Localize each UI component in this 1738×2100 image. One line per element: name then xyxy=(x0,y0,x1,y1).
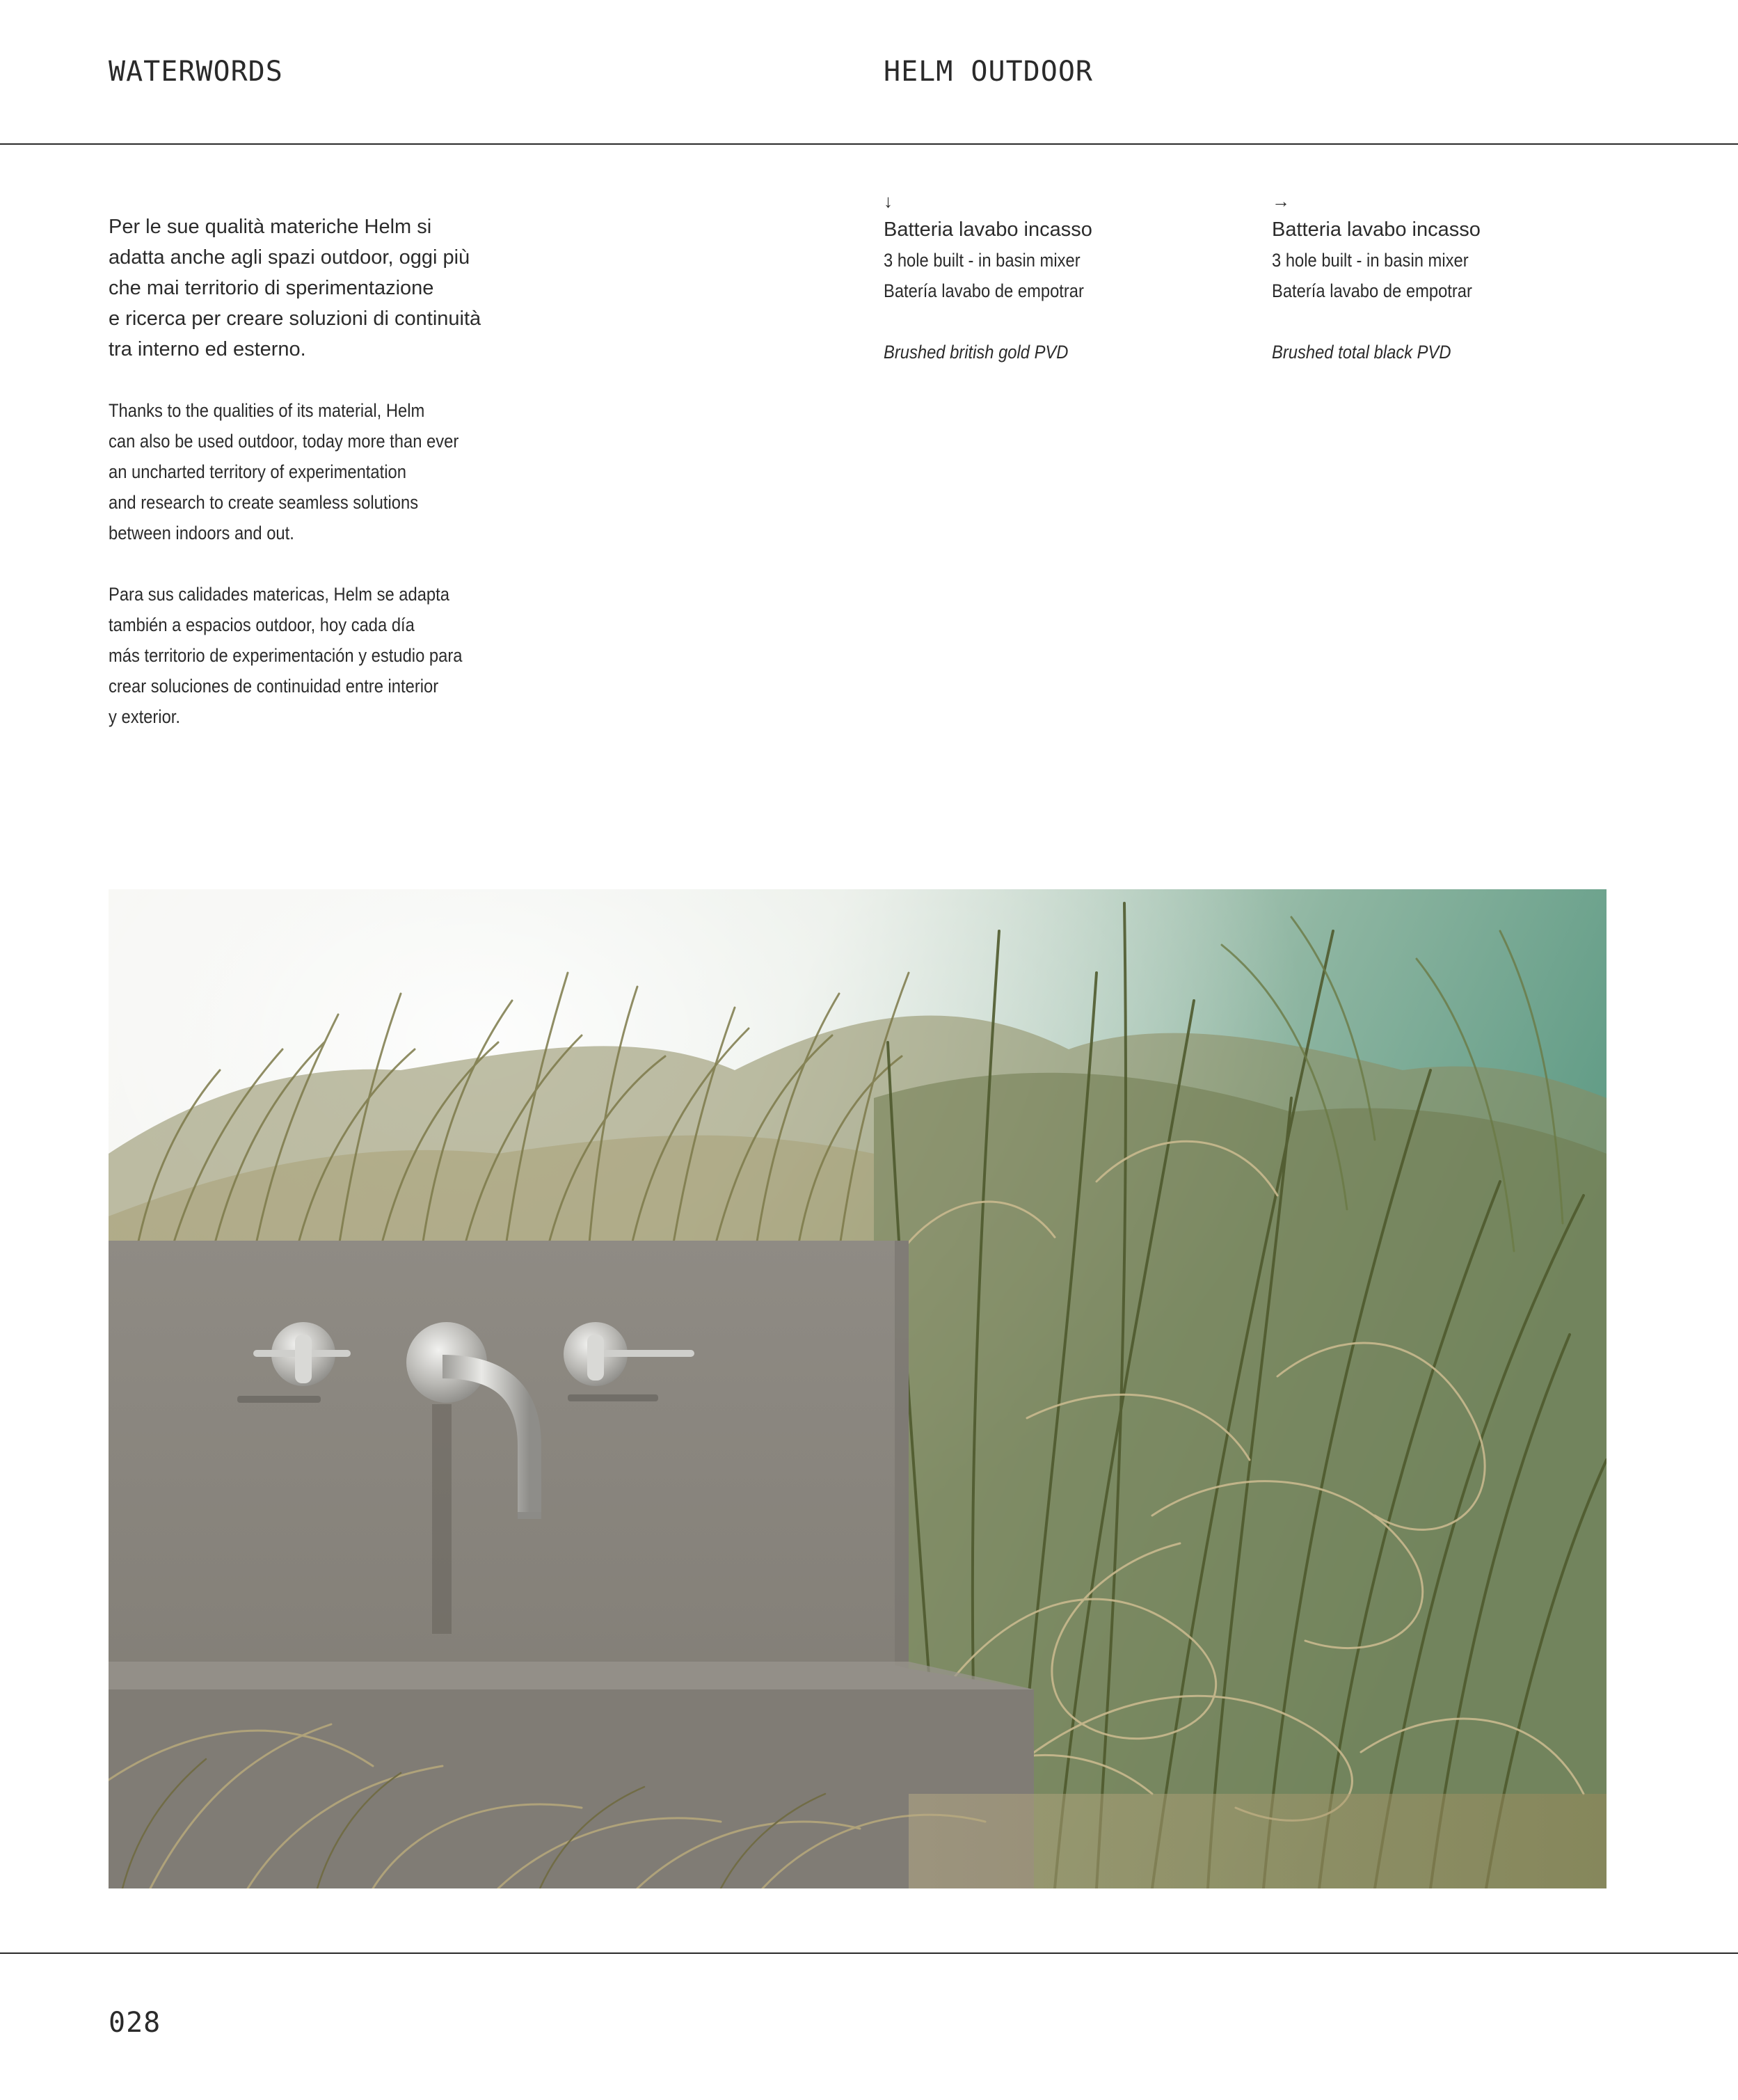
product-name-english: 3 hole built - in basin mixer xyxy=(884,250,1081,271)
product-name-spanish: Batería lavabo de empotrar xyxy=(884,280,1084,301)
intro-english-text: Thanks to the qualities of its material, Helm can also be used outdoor, today more than ever an uncharted territory of experimentation and research to create seamless solutions between indoors and out. xyxy=(109,400,459,543)
intro-spanish xyxy=(109,579,540,732)
intro-english xyxy=(109,395,540,548)
arrow-right-icon: → xyxy=(1272,191,1290,212)
product-name-italian: Batteria lavabo incasso xyxy=(884,218,1092,241)
footer-divider xyxy=(0,1952,1738,1954)
product-finish: Brushed british gold PVD xyxy=(884,342,1069,363)
product-caption-black xyxy=(1272,188,1592,367)
brand-title: WATERWORDS xyxy=(109,56,283,88)
product-name-spanish: Batería lavabo de empotrar xyxy=(1272,280,1472,301)
product-name-english: 3 hole built - in basin mixer xyxy=(1272,250,1469,271)
product-finish: Brushed total black PVD xyxy=(1272,342,1451,363)
outdoor-basin-photo xyxy=(109,889,1607,1888)
intro-spanish-text: Para sus calidades matericas, Helm se adapta también a espacios outdoor, hoy cada día más territorio de experimentación y estudio para crear soluciones de continuidad entre interior y exterior. xyxy=(109,584,463,727)
intro-text-column xyxy=(109,212,540,763)
header-divider xyxy=(0,143,1738,145)
intro-italian: Per le sue qualità materiche Helm si adatta anche agli spazi outdoor, oggi più che mai territorio di sperimentazione e ricerca per creare soluzioni di continuità tra interno ed esterno. xyxy=(109,216,481,360)
section-title: HELM OUTDOOR xyxy=(884,56,1093,88)
page-number: 028 xyxy=(109,2007,161,2039)
product-caption-gold xyxy=(884,188,1204,367)
product-name-italian: Batteria lavabo incasso xyxy=(1272,218,1481,241)
arrow-down-icon: ↓ xyxy=(884,191,893,212)
